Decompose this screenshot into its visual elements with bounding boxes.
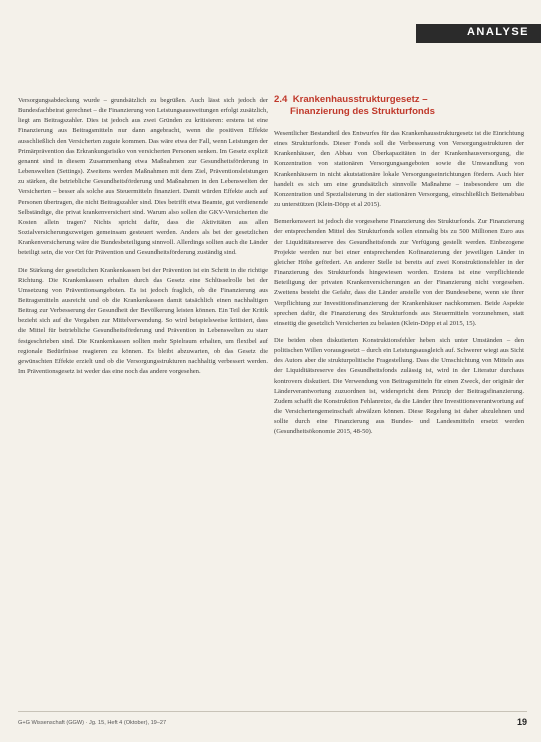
section-heading-line-1 xyxy=(274,94,524,106)
section-label: ANALYSE xyxy=(466,26,529,38)
left-paragraph-1: Versorgungsabdeckung wurde – grundsätzlich zu begrüßen. Auch lässt sich jedoch der Bundesfachbeirat gerechnet – die Finanzierung von Leistungsausweitungen erfolgt zusätzlich, liegt am Beitragszahler. Dies ist jedoch aus zwei Gründen zu kritisieren: erstens ist eine Finanzierung aus Beitragsmitteln nur dann angebracht, wenn die positiven Effekte ausschließlich den Versicherten zugute kommen. Das wäre etwa der Fall, wenn Leistungen der Primärprävention das Erkrankungsrisiko von versicherten Personen senken. Im Gesetz explizit genannt sind in diesem Zusammenhang etwa Maßnahmen zur Gesundheitsförderung in Lebenswelten (Settings). Zweitens werden Maßnahmen mit dem Ziel, Präventionsleistungen zu stärken, die betriebliche Gesundheitsförderung und Maßnahmen in den Lebenswelten der Versicherten – besser als solche aus Steuermitteln finanziert. Damit würden Effekte auch auf Personen übertragen, die nicht Beitragszahler sind. Dies betrifft etwa Beamte, gut verdienende Selbständige, die privat krankenversichert sind. Warum also sollen die GKV-Versicherten die Kosten allein tragen? Nichts spricht dafür, dass die Aktivitäten aus allen Sozialversicherungszweigen gemeinsam gesteuert werden. Anders als bei der gesetzlichen Krankenversicherung wäre die Bundesbeteiligung sinnvoll. Allerdings sollten auch die Länder beteiligt sein, die vor Ort für Prävention und Gesundheitsförderung zuständig sind. xyxy=(18,97,268,257)
section-title-line-2: Finanzierung des Strukturfonds xyxy=(290,105,435,117)
section-banner xyxy=(416,24,541,43)
section-heading xyxy=(274,94,524,117)
page-footer xyxy=(18,717,527,731)
page-number: 19 xyxy=(516,717,527,727)
section-number: 2.4 xyxy=(274,94,288,105)
footer-divider xyxy=(18,711,527,712)
right-paragraph-2: Bemerkenswert ist jedoch die vorgesehene Finanzierung des Strukturfonds. Zur Finanzierung der entsprechenden Mittel des Strukturfonds sollen einmalig bis zu 500 Millionen Euro aus der Liquiditätsreserve des Gesundheitsfonds zur Verfügung gestellt werden. Einbezogene Projekte werden nur bei einer entsprechenden Kofinanzierung der jeweiligen Länder in gleicher Höhe gefördert. An anderer Stelle ist bereits auf zwei Konstruktionsfehler in der Finanzierung des Strukturfonds hingewiesen worden. Erstens ist eine verpflichtende Beteiligung der privaten Krankenversicherungen an der Finanzierung nicht vorgesehen. Zweitens besteht die Gefahr, dass die Länder anstelle von der Bundesebene, wenn sie ihrer Verpflichtung zur Investitionsfinanzierung der Krankenhäuser nachkommen. Beide Aspekte sprechen dafür, die Finanzierung des Strukturfonds aus Steuermitteln vorzunehmen, statt einseitig die gesetzlich Versicherten zu belasten (Klein-Döpp et al 2015, 15). xyxy=(274,218,524,327)
section-title-line-1: Krankenhausstrukturgesetz – xyxy=(292,94,428,105)
right-paragraph-1: Wesentlicher Bestandteil des Entwurfes für das Krankenhausstrukturgesetz ist die Einrichtung eines Strukturfonds. Dieser Fonds soll die Verbesserung von Versorgungsstrukturen der Krankenhäuser, den Abbau von Überkapazitäten in der Krankenhausversorgung, die Konzentration von stationären Versorgungsangeboten sowie die Umwandlung von Krankenhäusern in nicht akutstationäre lokale Versorgungseinrichtungen fördern. Auch hier handelt es sich um eine grundsätzlich sinnvolle Maßnahme – insbesondere um die Konzentration und Spezialisierung in der stationären Versorgung, einschließlich Bettenabbau zu unterstützen (Klein-Döpp et al 2015). xyxy=(274,130,524,209)
right-paragraph-3: Die beiden oben diskutierten Konstruktionsfehler heben sich unter Umständen – den politischen Willen vorausgesetzt – durch ein Leistungsausgleich auf. Schwerer wiegt aus Sicht des Autors aber die strukturpolitische Fragestellung. Dass die Umschichtung von Mitteln aus der Liquiditätsreserve des Gesundheitsfonds zulässig ist, wird in der Literatur durchaus kontrovers diskutiert. Die Verwendung von Beitragsmitteln für einen Zweck, der originär der Länderverantwortung zuzuordnen ist, widerspricht dem Prinzip der Beitragsfinanzierung. Zudem schafft die Konstruktion Fehlanreize, da die Länder ihre Investitionsverantwortung auf die Versichertengemeinschaft abwälzen können. Diese Regelung ist daher abzulehnen und sollte durch eine Finanzierung aus Bundes- und Landesmitteln ersetzt werden (Gesundheitsökonomie 2015, 48-50). xyxy=(274,336,524,436)
left-paragraph-2: Die Stärkung der gesetzlichen Krankenkassen bei der Prävention ist ein Schritt in die richtige Richtung. Die Krankenkassen erhalten durch das Gesetz eine Schlüsselrolle bei der Umsetzung von Präventionsangeboten. Es ist jedoch fraglich, ob die Finanzierung aus Beitragsmitteln ausreicht und ob die Krankenkassen damit tatsächlich einen nachhaltigen Beitrag zur Verbesserung der Gesundheit der Bevölkerung leisten können. Ein Teil der Kritik bezieht sich auf die Vorgaben zur Mittelverwendung. So wird beispielsweise kritisiert, dass die Mittel für betriebliche Gesundheitsförderung und Prävention in Lebenswelten zu starr festgeschrieben sind. Die Krankenkassen sollten mehr Spielraum erhalten, um flexibel auf regionale Bedürfnisse reagieren zu können. Es bleibt abzuwarten, ob das Gesetz die gewünschten Effekte erzielt und ob die Versorgungsstrukturen nachhaltig verbessert werden. Im Präventionsgesetz ist weder das eine noch das andere vorgesehen. xyxy=(18,266,268,376)
right-column xyxy=(274,94,524,438)
left-column xyxy=(18,96,268,377)
footer-citation: G+G Wissenschaft (GGW) · Jg. 15, Heft 4 (Oktober), 19–27 xyxy=(18,720,167,726)
